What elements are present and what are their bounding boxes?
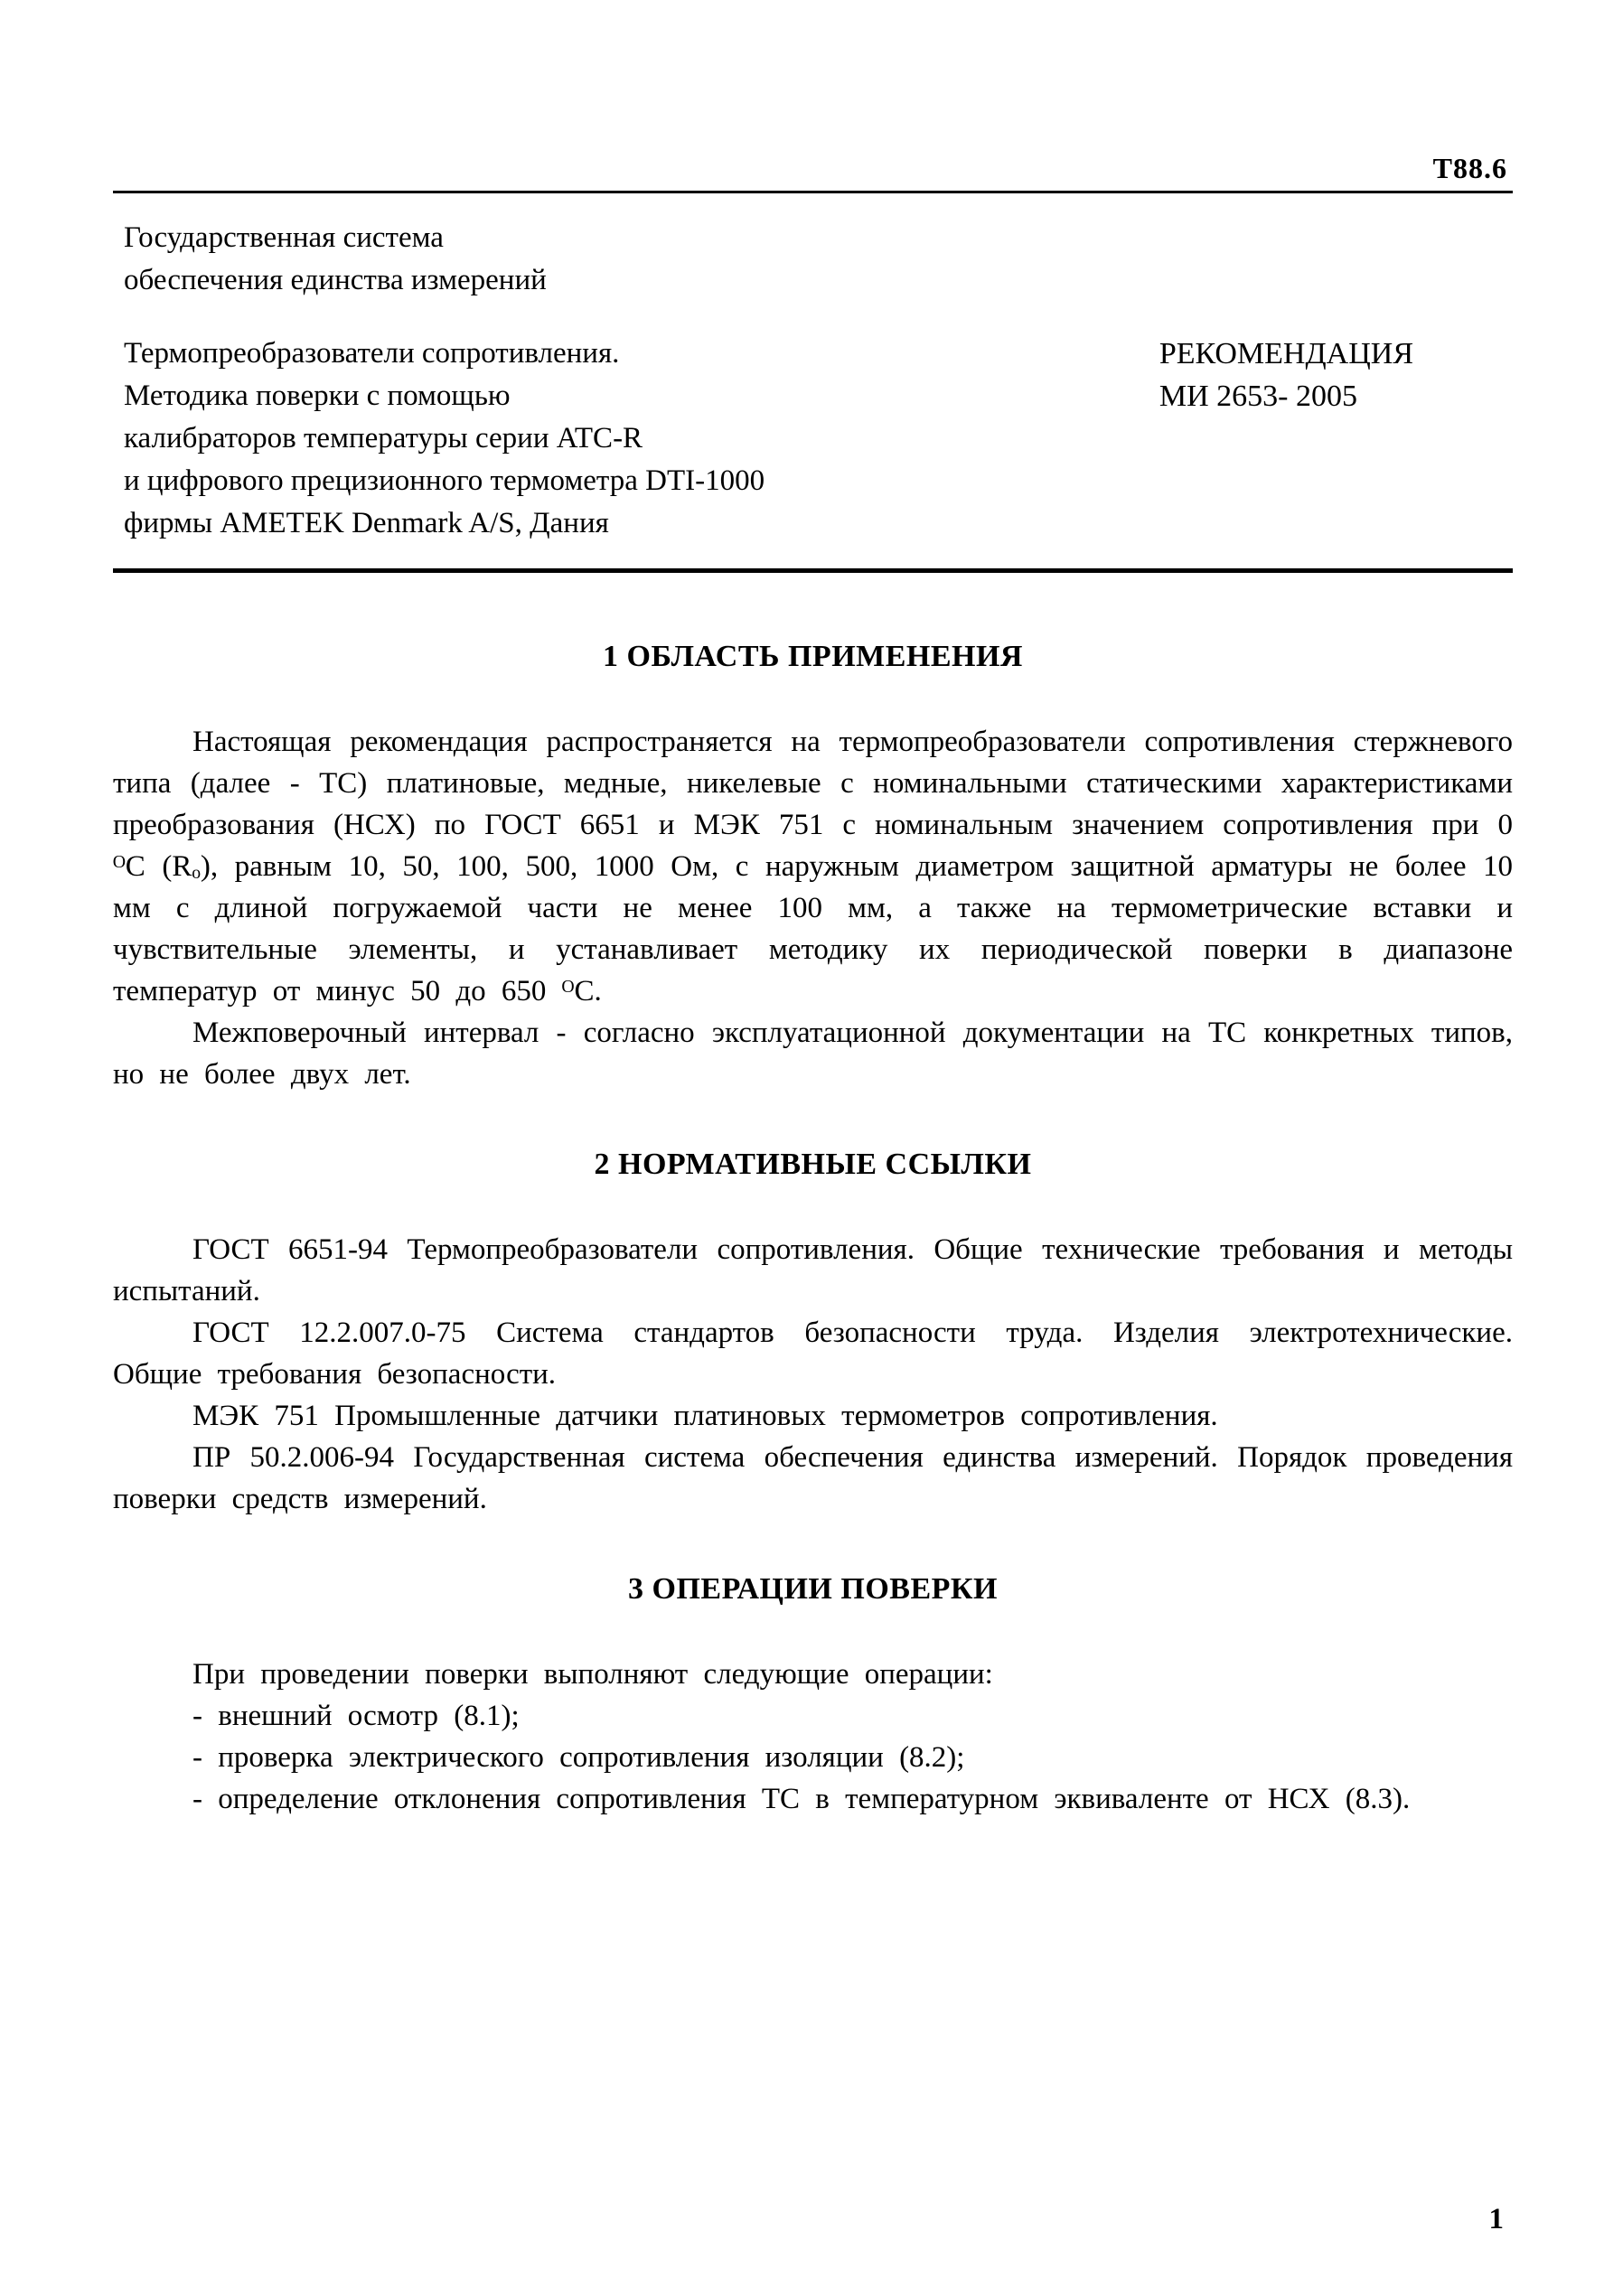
gsi-block	[124, 217, 1513, 302]
doc-title-line-1: Термопреобразователи сопротивления.	[124, 337, 620, 370]
title-row	[124, 333, 1513, 545]
section-2-paragraph-4: ПР 50.2.006-94 Государственная система обеспечения единства измерений. Порядок проведения поверки средств измерений.	[113, 1441, 1513, 1515]
doc-title-line-4: и цифрового прецизионного термометра DTI-1000	[124, 464, 765, 497]
recommendation-label: РЕКОМЕНДАЦИЯ	[1159, 337, 1413, 370]
header-rule	[113, 568, 1513, 573]
section-2-paragraph-1: ГОСТ 6651-94 Термопреобразователи сопротивления. Общие технические требования и методы испытаний.	[113, 1233, 1513, 1307]
section-1-heading: 1 ОБЛАСТЬ ПРИМЕНЕНИЯ	[603, 640, 1023, 673]
recommendation-number: МИ 2653- 2005	[1159, 380, 1357, 413]
doc-title-line-2: Методика поверки с помощью	[124, 380, 511, 412]
section-2-paragraph-3: МЭК 751 Промышленные датчики платиновых термометров сопротивления.	[192, 1400, 1218, 1432]
doc-code: Т88.6	[1432, 152, 1507, 184]
section-3-item-2: - проверка электрического сопротивления изоляции (8.2);	[192, 1741, 965, 1774]
section-2-paragraph-2: ГОСТ 12.2.007.0-75 Система стандартов безопасности труда. Изделия электротехнические. Общие требования безопасности.	[113, 1317, 1513, 1391]
recommendation-block	[1159, 333, 1513, 545]
section-2-heading: 2 НОРМАТИВНЫЕ ССЫЛКИ	[594, 1148, 1032, 1181]
top-rule	[113, 191, 1513, 193]
doc-title	[124, 333, 765, 545]
section-3-heading: 3 ОПЕРАЦИИ ПОВЕРКИ	[628, 1572, 998, 1606]
gsi-line-2: обеспечения единства измерений	[124, 264, 547, 296]
section-3-item-1: - внешний осмотр (8.1);	[192, 1700, 520, 1732]
section-3-intro: При проведении поверки выполняют следующие операции:	[192, 1658, 993, 1691]
page-number: 1	[1488, 2203, 1504, 2235]
section-1-paragraph-2: Межповерочный интервал - согласно эксплуатационной документации на ТС конкретных типов, но не более двух лет.	[113, 1017, 1513, 1091]
section-3-item-3: - определение отклонения сопротивления ТС в температурном эквиваленте от НСХ (8.3).	[192, 1783, 1411, 1815]
section-1-paragraph-1: Настоящая рекомендация распространяется на термопреобразователи сопротивления стержневого типа (далее - ТС) платиновые, медные, никелевые с номинальными статическими характеристиками преобразования (НСХ) по ГОСТ 6651 и МЭК 751 с номинальным значением сопротивления при 0 ᴼС (Rₒ), равным 10, 50, 100, 500, 1000 Ом, с наружным диаметром защитной арматуры не более 10 мм с длиной погружаемой части не менее 100 мм, а также на термометрические вставки и чувствительные элементы, и устанавливает методику их периодической поверки в диапазоне температур от минус 50 до 650 ᴼС.	[113, 726, 1513, 1007]
gsi-line-1: Государственная система	[124, 221, 444, 254]
doc-title-line-3: калибраторов температуры серии ATC-R	[124, 422, 643, 455]
doc-title-line-5: фирмы AMETEK Denmark A/S, Дания	[124, 507, 609, 539]
